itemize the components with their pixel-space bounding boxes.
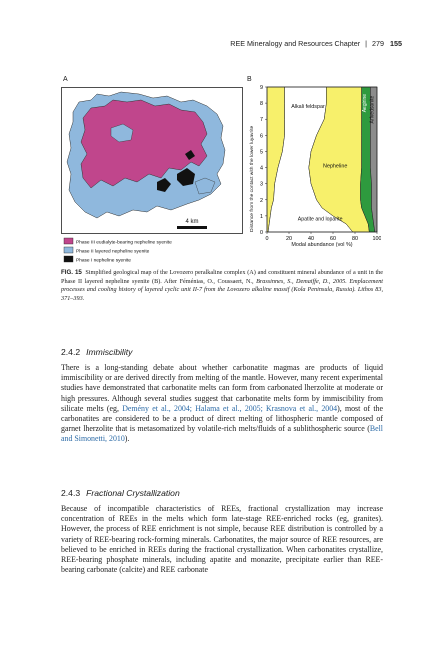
chart-region-label: Aegirine: [362, 93, 368, 113]
chart-x-tick-label: 40: [308, 236, 314, 242]
running-head-chapter-number: 279: [372, 39, 384, 48]
chart-y-tick-label: 4: [260, 165, 263, 172]
chart-x-axis-label: Modal abundance (vol %): [291, 242, 353, 248]
panel-b-label: B: [247, 76, 252, 83]
paragraph-text: There is a long-standing debate about whether carbonatite magmas are products of liquid immiscibility or are derived directly from melting of the mantle. However, many recent experimental studies have demonstrated that carbonatite melts can form from carbonated lherzolite at moderate or high pressures. Although several studies suggest that carbonatite melts form by immiscibility from silicate melts (eg,: [61, 363, 383, 413]
chart-region-label: Alkali feldspar: [291, 103, 325, 110]
chart-region-label: Arfvedsonite: [369, 95, 376, 124]
chart-y-tick-label: 7: [260, 117, 263, 124]
paragraph-text: ), most of the carbonatites are considered to be a product of direct melting of lithospheric mantle composed of garnet lherzolite that is metasomatized by volatile-rich melts/fluids of a sublithospheric source (: [61, 403, 383, 434]
chart-y-tick-label: 9: [260, 85, 263, 91]
chart-y-tick-label: 1: [260, 213, 263, 220]
legend-label-phase1: Phase I nepheline syenite: [76, 258, 131, 264]
chart-y-tick-label: 8: [260, 101, 263, 108]
geological-map: [61, 70, 243, 265]
section-number: 2.4.3: [61, 488, 81, 498]
chart-y-ticks: [260, 85, 267, 236]
chart-y-axis-label: Distance from the contact with the lower luyavrite: [250, 125, 255, 232]
running-head-title: REE Mineralogy and Resources: [230, 39, 333, 48]
chart-y-tick-label: 0: [260, 230, 263, 236]
map-scale-bar: [177, 226, 207, 229]
section-title: Fractional Crystallization: [86, 488, 180, 498]
chart-y-tick-label: 5: [260, 149, 263, 156]
chart-y-tick-label: 6: [260, 133, 263, 140]
paragraph-text: Because of incompatible characteristics of REEs, fractional crystallization may increase concentration of REEs in the melts which form late-stage REE-enriched rocks (eg, granites). However, the process of REE enrichment is not simple, because REE distribution is controlled by a variety of REE-bearing rock-forming minerals. Carbonatites, the major source of REE resources, are believed to be enriched in REEs during the fractional crystallization. When carbonatites crystallize, REE-bearing phosphate minerals, including apatite and monazite, precipitate earlier than REE-bearing carbonate (calcite) and REE carbonate: [61, 504, 383, 575]
legend-swatch-phase1: [64, 256, 73, 262]
citation-link[interactable]: Bell and Simonetti, 2010: [61, 424, 383, 444]
chart-x-ticks: [266, 232, 382, 242]
chart-x-tick-label: 20: [286, 236, 292, 242]
legend-label-phase3: Phase III eudialyte-bearing nepheline syenite: [76, 240, 172, 246]
chart-y-tick-label: 2: [260, 197, 263, 204]
running-head-chapter: Chapter: [334, 39, 361, 48]
page-number: 155: [390, 39, 402, 48]
chart-x-tick-label: 0: [265, 236, 269, 242]
section-heading-immiscibility: [61, 347, 132, 357]
chart-x-tick-label: 100: [372, 236, 381, 242]
paragraph-immiscibility: [61, 363, 383, 445]
figure-15: [61, 70, 381, 275]
figure-caption-label: FIG. 15: [61, 269, 82, 276]
figure-caption: [61, 269, 383, 303]
figure-caption-text: Simplified geological map of the Lovozero peralkaline complex (A) and constituent mineral abundance of a unit in the Phase II layered nepheline syenite (B). After Féménias, O., Coussaert, N.,: [61, 269, 384, 285]
panel-a-label: A: [63, 76, 68, 83]
chart-x-tick-label: 60: [330, 236, 336, 242]
legend-label-phase2: Phase II layered nepheline syenite: [76, 249, 150, 255]
paragraph-fractional-crystallization: [61, 504, 383, 575]
running-head-separator: |: [365, 39, 367, 48]
figure-caption-citation: Brassinnes, S., Demaiffe, D., 2005. Emplacement processes and cooling history of layered cyclic unit II-7 from the Lovozero alkaline massif (Kola Peninsula, Russia). Lithos 83, 371–393.: [61, 277, 384, 302]
paragraph-text: ).: [124, 434, 130, 444]
legend-swatch-phase2: [64, 247, 73, 253]
chart-region-label: Nepheline: [323, 163, 348, 170]
legend-swatch-phase3: [64, 238, 73, 244]
citation-link[interactable]: Demény et al., 2004; Halama et al., 2005; Krasnova et al., 2004: [122, 403, 338, 413]
chart-x-tick-label: 80: [352, 236, 358, 242]
chart-region-label: Apatite and loparite: [297, 216, 343, 223]
section-title: Immiscibility: [86, 347, 133, 357]
running-head: [230, 39, 402, 48]
chart-y-tick-label: 3: [260, 181, 263, 188]
map-scale-label: 4 km: [185, 219, 199, 225]
section-heading-fractional-crystallization: [61, 488, 180, 498]
section-number: 2.4.2: [61, 347, 81, 357]
modal-abundance-chart: [247, 70, 381, 265]
